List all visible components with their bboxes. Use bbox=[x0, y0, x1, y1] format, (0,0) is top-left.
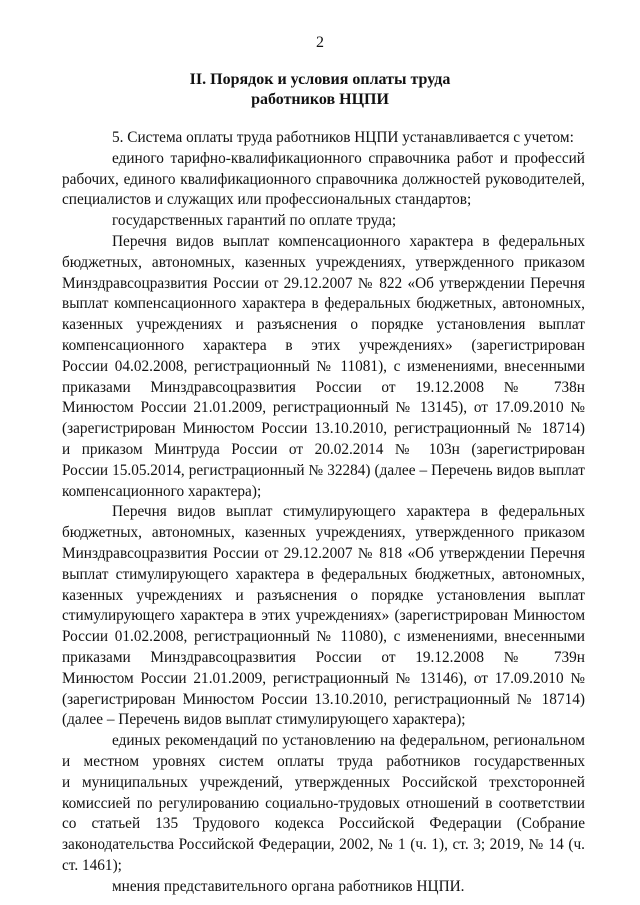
paragraph-line: (зарегистрирован Минюстом России 13.10.2010, регистрационный № 18714) bbox=[62, 420, 585, 438]
section-title bbox=[0, 70, 640, 110]
paragraph-line: и муниципальных учреждений, утвержденных Российской трехсторонней bbox=[62, 773, 585, 791]
paragraph-line: со статьей 135 Трудового кодекса Российской Федерации (Собрание bbox=[62, 815, 585, 833]
section-title-line-1: II. Порядок и условия оплаты труда bbox=[189, 71, 451, 88]
paragraph-line: 5. Система оплаты труда работников НЦПИ устанавливается с учетом: bbox=[112, 129, 574, 146]
paragraph-line: комиссией по регулированию социально-трудовых отношений в соответствии bbox=[62, 794, 585, 812]
paragraph-line: Минздравсоцразвития России от 29.12.2007 № 818 «Об утверждении Перечня bbox=[62, 544, 585, 562]
paragraph-line: приказами Минздравсоцразвития России от 19.12.2008 № 739н bbox=[62, 648, 585, 666]
paragraph-line: приказами Минздравсоцразвития России от 19.12.2008 № 738н bbox=[62, 378, 585, 396]
paragraph-line: единых рекомендаций по установлению на федеральном, региональном bbox=[112, 732, 585, 750]
document-body bbox=[62, 128, 585, 897]
paragraph-line: Перечня видов выплат компенсационного характера в федеральных bbox=[112, 232, 585, 250]
paragraph-line: России 15.05.2014, регистрационный № 32284) (далее – Перечень видов выплат bbox=[62, 461, 585, 479]
paragraph-line: казенных учреждениях и разъяснения о порядке установления выплат bbox=[62, 586, 585, 604]
paragraph-line: компенсационного характера в этих учреждениях» (зарегистрирован bbox=[62, 336, 585, 354]
page-number: 2 bbox=[316, 34, 324, 51]
paragraph-line: (далее – Перечень видов выплат стимулирующего характера); bbox=[62, 711, 466, 729]
section-title-line-2: работников НЦПИ bbox=[251, 91, 389, 108]
paragraph-line: мнения представительного органа работников НЦПИ. bbox=[112, 877, 465, 895]
paragraph-line: выплат компенсационного характера в федеральных бюджетных, автономных, bbox=[62, 295, 585, 313]
paragraph-line: Минюстом России 21.01.2009, регистрационный № 13146), от 17.09.2010 № bbox=[62, 669, 585, 687]
paragraph-line: государственных гарантий по оплате труда; bbox=[112, 212, 397, 230]
paragraph-line: Перечня видов выплат стимулирующего характера в федеральных bbox=[112, 503, 585, 521]
paragraph-line: (зарегистрирован Минюстом России 13.10.2010, регистрационный № 18714) bbox=[62, 690, 585, 708]
paragraph-line: единого тарифно-квалификационного справочника работ и профессий bbox=[112, 149, 585, 167]
paragraph-line: законодательства Российской Федерации, 2002, № 1 (ч. 1), ст. 3; 2019, № 14 (ч. bbox=[62, 836, 585, 854]
paragraph-line: Минздравсоцразвития России от 29.12.2007 № 822 «Об утверждении Перечня bbox=[62, 274, 585, 292]
paragraph-line: Минюстом России 21.01.2009, регистрационный № 13145), от 17.09.2010 № bbox=[62, 399, 585, 417]
paragraph-line: и приказом Минтруда России от 20.02.2014 № 103н (зарегистрирован bbox=[62, 440, 585, 458]
paragraph-line: стимулирующего характера в этих учреждениях» (зарегистрирован Минюстом bbox=[62, 607, 585, 625]
paragraph-line: России 01.02.2008, регистрационный № 11080), с изменениями, внесенными bbox=[62, 628, 585, 646]
paragraph-line: специалистов и служащих или профессиональных стандартов; bbox=[62, 191, 472, 209]
paragraph-line: России 04.02.2008, регистрационный № 11081), с изменениями, внесенными bbox=[62, 357, 585, 375]
paragraph-line: выплат стимулирующего характера в федеральных бюджетных, автономных, bbox=[62, 565, 585, 583]
paragraph-line: рабочих, единого квалификационного справочника должностей руководителей, bbox=[62, 170, 585, 188]
paragraph-line: и местном уровнях систем оплаты труда работников государственных bbox=[62, 752, 585, 770]
paragraph-line: ст. 1461); bbox=[62, 856, 122, 874]
paragraph-line: казенных учреждениях и разъяснения о порядке установления выплат bbox=[62, 316, 585, 334]
paragraph-line: бюджетных, автономных, казенных учреждениях, утвержденного приказом bbox=[62, 253, 585, 271]
paragraph-line: компенсационного характера); bbox=[62, 482, 262, 500]
paragraph-line: бюджетных, автономных, казенных учреждениях, утвержденного приказом bbox=[62, 524, 585, 542]
